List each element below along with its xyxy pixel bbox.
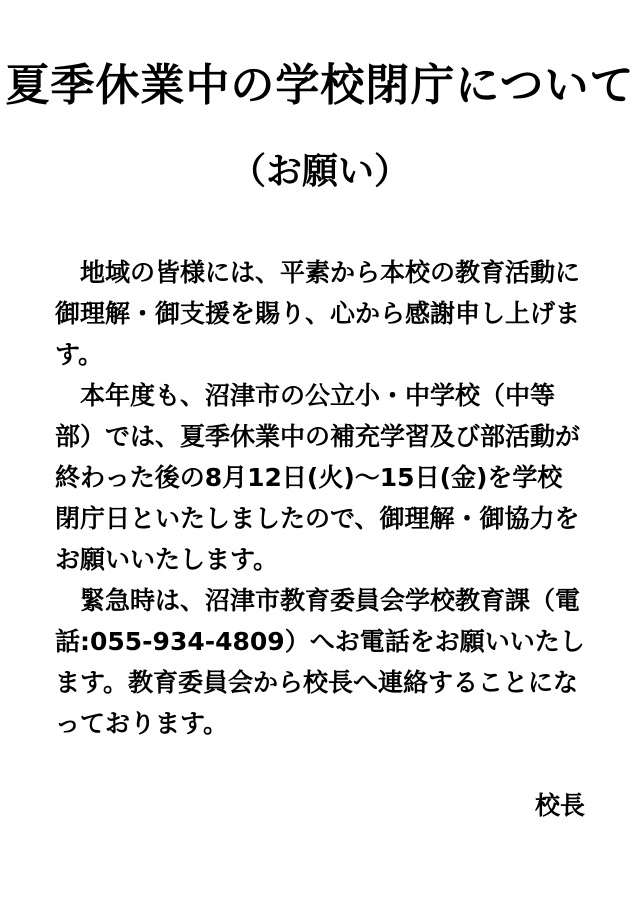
paragraph-greeting: 地域の皆様には、平素から本校の教育活動に御理解・御支援を賜り、心から感謝申し上げます。 (55, 258, 581, 369)
paragraph-closure-dates: 本年度も、沼津市の公立小・中学校（中等部）では、夏季休業中の補充学習及び部活動が終わった後の8月12日(火)～15日(金)を学校閉庁日といたしましたので、御理解・御協力をお願いいたします。 (55, 381, 581, 574)
notice-subtitle: （お願い） (229, 151, 410, 192)
paragraph-emergency-contact: 緊急時は、沼津市教育委員会学校教育課（電話:055-934-4809）へお電話をお願いいたします。教育委員会から校長へ連絡することになっております。 (55, 586, 585, 738)
notice-title: 夏季休業中の学校閉庁について (5, 60, 635, 111)
notice-body (55, 252, 585, 744)
signature: 校長 (534, 791, 585, 820)
